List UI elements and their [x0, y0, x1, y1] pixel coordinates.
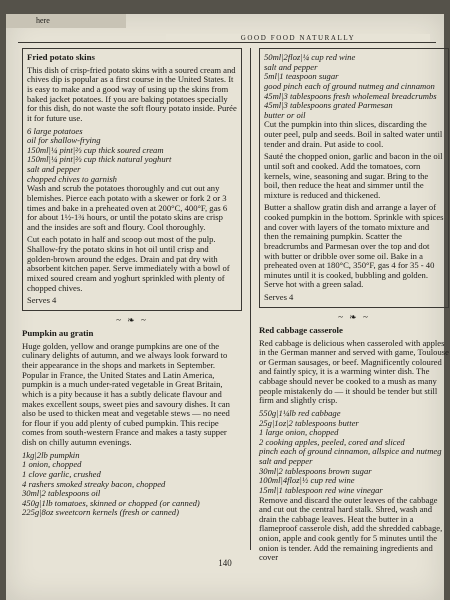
pumpkin-method-3: Butter a shallow gratin dish and arrange a layer of cooked pumpkin in the bottom. Sprinkle with spices and cover with layers of the tomato mixture and then the remaining pumpkin. Scatter the breadcrumbs and Parmesan over the top and dot with butter or dribble over some oil. Bake in a preheated oven at 180°C, 350°F, gas 4 for 35 - 40 minutes until it is cooked, bubbling and golden. Serve hot with a green salad. — [264, 202, 444, 290]
pumpkin-ingredients — [22, 451, 242, 518]
running-head: GOOD FOOD NATURALLY — [166, 34, 430, 42]
ingredient: salt and pepper — [27, 164, 81, 175]
pumpkin-title: Pumpkin au gratin — [22, 327, 94, 338]
cabbage-title: Red cabbage casserole — [259, 324, 343, 335]
ingredient: 225g|8oz sweetcorn kernels (fresh or canned) — [22, 507, 179, 518]
page-number: 140 — [218, 558, 232, 568]
pumpkin-method-1: Cut the pumpkin into thin slices, discarding the outer peel, pulp and seeds. Boil in salted water until tender and drain. Put aside to cool. — [264, 119, 443, 149]
cookbook-page — [6, 14, 449, 600]
ingredient: 30ml|2 tablespoons brown sugar — [259, 465, 372, 476]
ingredient: 6 large potatoes — [27, 125, 83, 136]
potato-method-1: Wash and scrub the potatoes thoroughly and cut out any blemishes. Pierce each potato with a skewer or fork 2 or 3 times and bake in a preheated oven at 200°C, 400°F, gas 6 for about 1½-1¾ hours, or until the potato skins are crisp and the insides are soft and floury. Cool thoroughly. — [27, 183, 228, 232]
previous-page-text: here — [36, 16, 50, 25]
left-column — [22, 48, 242, 550]
ingredient: 1 large onion, chopped — [259, 427, 339, 438]
pumpkin-intro: Huge golden, yellow and orange pumpkins are one of the culinary delights of autumn, and we always look forward to their appearance in the shops and markets in September. Popular in France, the United States and Latin America, pumpkin is a much under-rated vegetable in Great Britain, which is a pity because it has a subtly delicate flavour and makes excellent soups, sweet pies and savoury dishes. It can also be used to thicken meat and vegetable stews — no need for flour if you add plenty of cubed pumpkin. This recipe comes from south-western France and makes a tasty supper dish on chilly autumn evenings. — [22, 340, 230, 448]
ingredient: pinch each of ground cinnamon, allspice and nutmeg — [259, 446, 442, 457]
ingredient: 50ml|2floz|¼ cup red wine — [264, 52, 356, 62]
ingredient: 450g|1lb tomatoes, skinned or chopped (or canned) — [22, 497, 200, 508]
ingredient: 2 cooking apples, peeled, cored and sliced — [259, 436, 405, 447]
ingredient: 1 onion, chopped — [22, 459, 82, 470]
header-rule — [18, 42, 436, 43]
ingredient: 45ml|3 tablespoons grated Parmesan — [264, 100, 393, 111]
ingredient: 30ml|2 tablespoons oil — [22, 488, 101, 499]
potato-ingredients — [27, 127, 237, 185]
potato-title: Fried potato skins — [27, 52, 95, 62]
pumpkin-serves: Serves 4 — [264, 292, 294, 302]
ornament-divider: ~ ❧ ~ — [116, 314, 148, 325]
potato-recipe-box — [22, 48, 242, 311]
ingredient: 150ml|¼ pint|⅔ cup thick soured cream — [27, 144, 164, 155]
ingredient: 5ml|1 teaspoon sugar — [264, 71, 339, 82]
ingredient: 150ml|¼ pint|⅔ cup thick natural yoghurt — [27, 154, 172, 165]
right-column — [250, 48, 449, 563]
ingredient: good pinch each of ground nutmeg and cinnamon — [264, 80, 435, 91]
cabbage-method: Remove and discard the outer leaves of the cabbage and cut out the central hard stalk. Shred, wash and drain the cabbage leaves. Heat the butter in a flameproof casserole dish, add the shredded cabbage, onion, apple and cook gently for 5 minutes until the onion is tender. Add the remaining ingredients and cover — [259, 494, 443, 563]
ingredient: 25g|1oz|2 tablespoons butter — [259, 417, 359, 428]
cabbage-ingredients — [259, 409, 449, 496]
cabbage-intro: Red cabbage is delicious when casseroled with apples in the German manner and served with game, Toulouse or German sausages, or beef. Magnificently coloured and faintly spicy, it is a warming winter dish. The cabbage should never be cooked to a mush as many people mistakenly do — it should be tender but still firm and slightly crisp. — [259, 337, 449, 406]
ingredient: 1 clove garlic, crushed — [22, 468, 101, 479]
ingredient: salt and pepper — [264, 61, 318, 72]
ingredient: 4 rashers smoked streaky bacon, chopped — [22, 478, 166, 489]
ingredient: chopped chives to garnish — [27, 173, 117, 184]
ingredient: 45ml|3 tablespoons fresh wholemeal breadcrumbs — [264, 90, 437, 101]
ingredient: 15ml|1 tablespoon red wine vinegar — [259, 484, 383, 495]
potato-method-2: Cut each potato in half and scoop out most of the pulp. Shallow-fry the potato skins in hot oil until crisp and golden-brown around the edges. Drain and pat dry with absorbent kitchen paper. Serve immediately with a bowl of mixed soured cream and yoghurt sprinkled with plenty of chopped chives. — [27, 234, 230, 293]
ingredient: butter or oil — [264, 109, 306, 120]
ornament-divider: ~ ❧ ~ — [338, 311, 370, 322]
ingredient: 100ml|4floz|½ cup red wine — [259, 475, 355, 486]
pumpkin-continued-box — [259, 48, 449, 308]
ingredient: oil for shallow-frying — [27, 135, 101, 146]
ingredient: salt and pepper — [259, 456, 313, 467]
potato-intro: This dish of crisp-fried potato skins with a soured cream and chives dip is popular as a first course in the United States. It is easy to make and a good way of using up the skins from baked jacket potatoes. If you are baking potatoes specially for this dish, do not waste the soft floury potato inside. Purée it for future use. — [27, 64, 237, 123]
ingredient: 550g|1¼lb red cabbage — [259, 407, 341, 418]
potato-serves: Serves 4 — [27, 295, 57, 306]
ingredient: 1kg|2lb pumpkin — [22, 449, 80, 460]
pumpkin-method-2: Sauté the chopped onion, garlic and bacon in the oil until soft and cooked. Add the tomatoes, corn kernels, wine, seasoning and sugar. Bring to the boil, then reduce the heat and simmer until the mixture is reduced and thickened. — [264, 151, 443, 200]
previous-page-edge — [6, 14, 126, 28]
